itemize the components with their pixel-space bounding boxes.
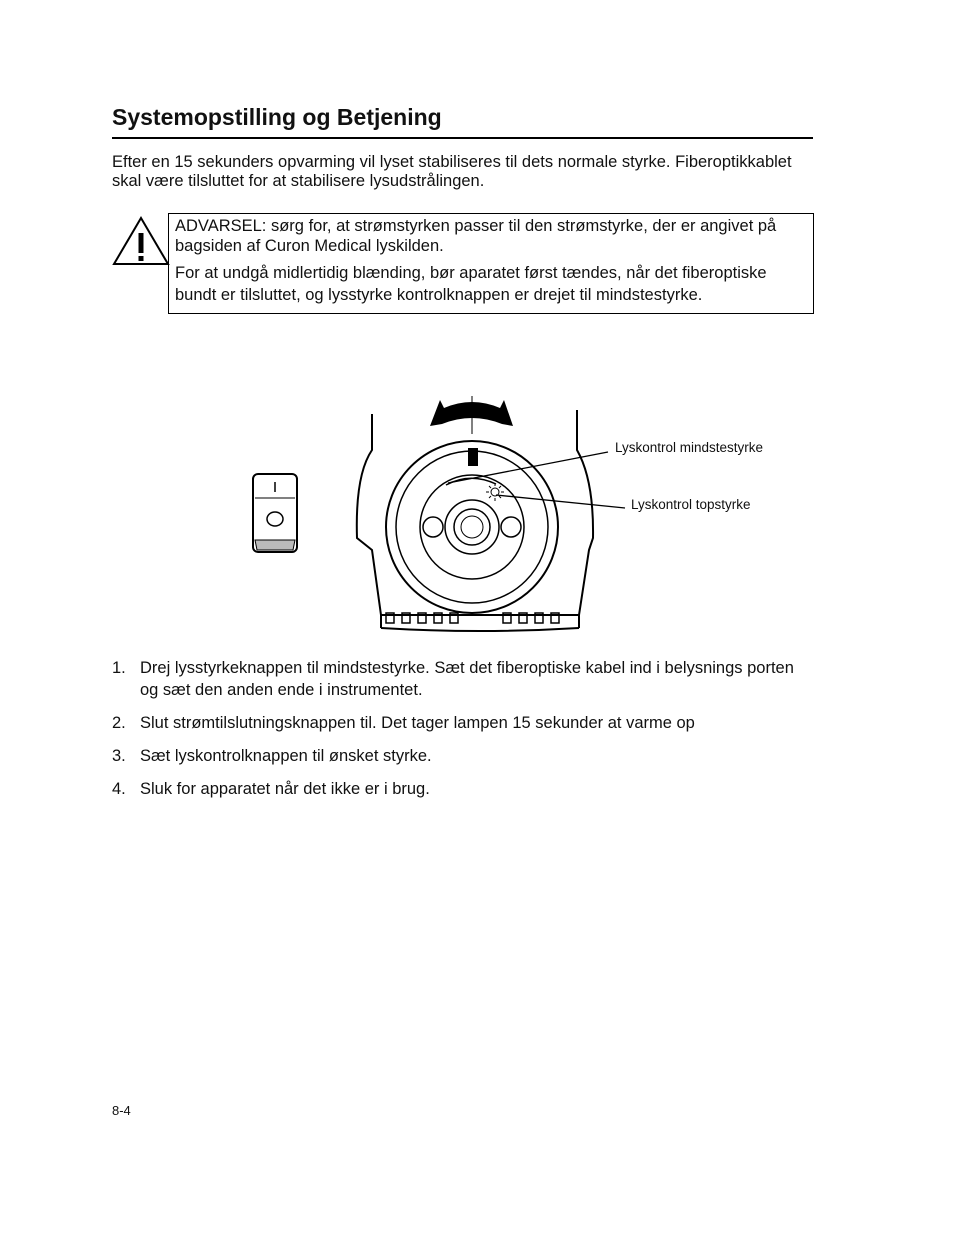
list-item xyxy=(112,712,812,734)
warning-text: ADVARSEL: sørg for, at strømstyrken passer til den strømstyrke, der er angivet på bagsiden af Curon Medical lyskilden. xyxy=(175,217,777,255)
list-item xyxy=(112,778,812,800)
warning-triangle-icon xyxy=(110,216,170,266)
warning-instruction: For at undgå midlertidig blænding, bør aparatet først tændes, når det fiberoptiske bundt er tilsluttet, og lysstyrke kontrolknappen er drejet til mindstestyrke. xyxy=(175,264,767,304)
step-number: 1. xyxy=(112,659,126,677)
device-front-illustration xyxy=(240,390,820,640)
intro-paragraph: Efter en 15 sekunders opvarming vil lyset stabiliseres til dets normale styrke. Fiberoptikkablet skal være tilsluttet for at stabilisere lysudstrålingen. xyxy=(112,153,792,190)
step-text: Sluk for apparatet når det ikke er i brug. xyxy=(140,780,430,798)
warning-box xyxy=(168,213,814,314)
callout-max-leader xyxy=(496,495,625,508)
title-rule xyxy=(112,137,813,139)
rotation-arrow-icon xyxy=(430,396,513,434)
min-intensity-marker-icon xyxy=(468,448,478,466)
list-item xyxy=(112,745,812,767)
page-number: 8-4 xyxy=(112,1103,131,1118)
page-title: Systemopstilling og Betjening xyxy=(112,104,442,130)
max-intensity-sun-icon xyxy=(486,483,504,501)
step-number: 3. xyxy=(112,747,126,765)
step-text: Sæt lyskontrolknappen til ønsket styrke. xyxy=(140,747,432,765)
power-switch-icon xyxy=(253,474,297,552)
callout-min-label: Lyskontrol mindstestyrke xyxy=(615,440,764,455)
callout-max-label: Lyskontrol topstyrke xyxy=(631,497,751,512)
step-number: 4. xyxy=(112,780,126,798)
step-text: Drej lysstyrkeknappen til mindstestyrke. Sæt det fiberoptiske kabel ind i belysnings porten og sæt den anden ende i instrumentet. xyxy=(140,659,794,699)
step-number: 2. xyxy=(112,714,126,732)
step-text: Slut strømtilslutningsknappen til. Det tager lampen 15 sekunder at varme op xyxy=(140,714,695,732)
steps-list xyxy=(112,657,812,811)
list-item xyxy=(112,657,812,701)
